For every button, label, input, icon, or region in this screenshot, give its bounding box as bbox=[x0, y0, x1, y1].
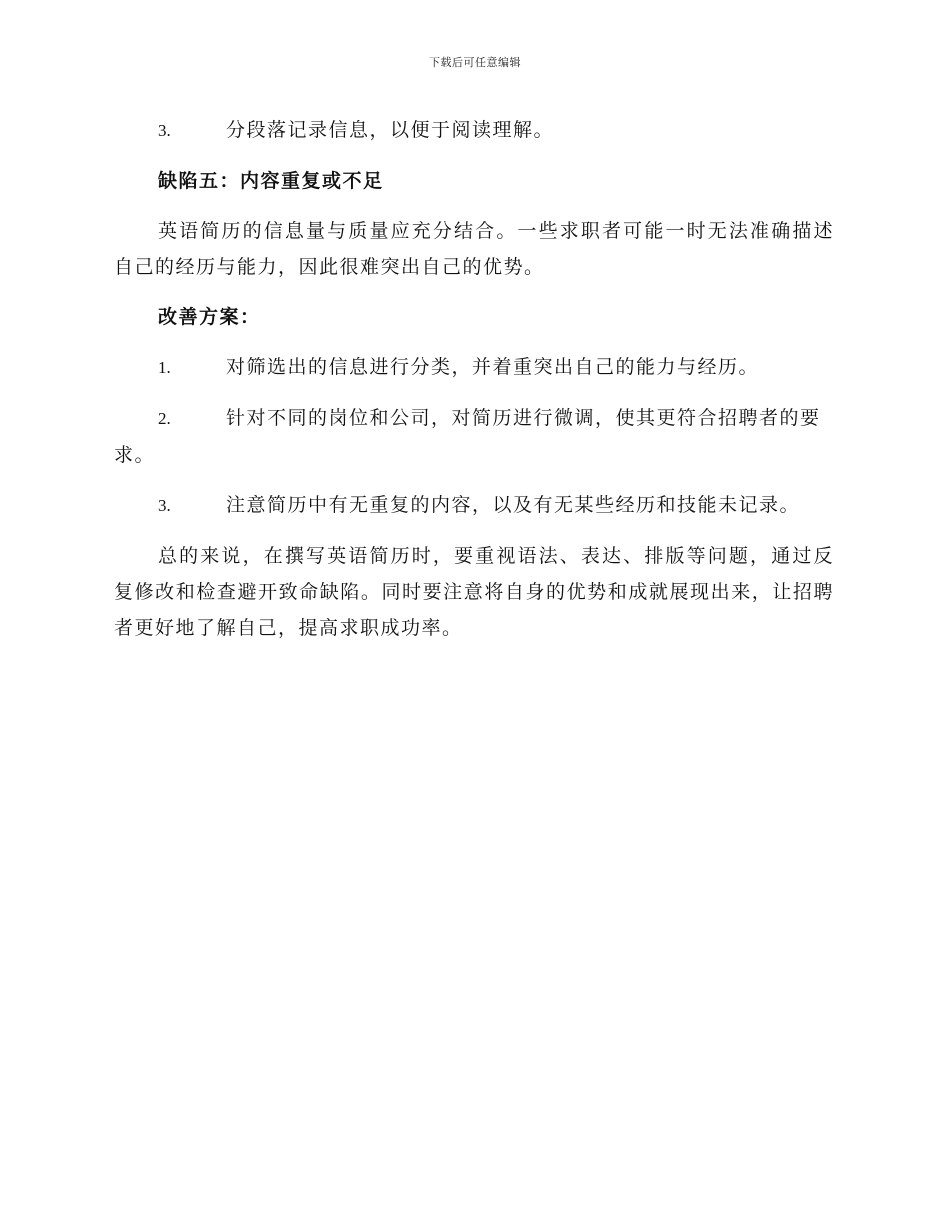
list-number: 3. bbox=[158, 121, 171, 140]
list-number: 1. bbox=[158, 358, 171, 377]
list-text: 注意简历中有无重复的内容，以及有无某些经历和技能未记录。 bbox=[226, 494, 801, 516]
list-text: 针对不同的岗位和公司，对简历进行微调，使其更符合招聘者的要求。 bbox=[114, 407, 821, 466]
list-item bbox=[114, 349, 834, 386]
document-body bbox=[114, 112, 834, 660]
section-heading: 改善方案： bbox=[158, 306, 261, 328]
list-text: 分段落记录信息，以便于阅读理解。 bbox=[226, 119, 555, 141]
list-item bbox=[114, 487, 834, 524]
section-heading: 缺陷五：内容重复或不足 bbox=[158, 170, 384, 192]
list-item bbox=[114, 400, 834, 473]
list-number: 3. bbox=[158, 496, 171, 515]
list-item bbox=[114, 112, 834, 149]
list-number: 2. bbox=[158, 409, 171, 428]
paragraph: 总的来说，在撰写英语简历时，要重视语法、表达、排版等问题，通过反复修改和检查避开致命缺陷。同时要注意将自身的优势和成就展现出来，让招聘者更好地了解自己，提高求职成功率。 bbox=[114, 545, 834, 639]
page-header: 下载后可任意编辑 bbox=[429, 56, 521, 69]
list-text: 对筛选出的信息进行分类，并着重突出自己的能力与经历。 bbox=[226, 356, 760, 378]
paragraph: 英语简历的信息量与质量应充分结合。一些求职者可能一时无法准确描述自己的经历与能力，因此很难突出自己的优势。 bbox=[114, 220, 834, 278]
